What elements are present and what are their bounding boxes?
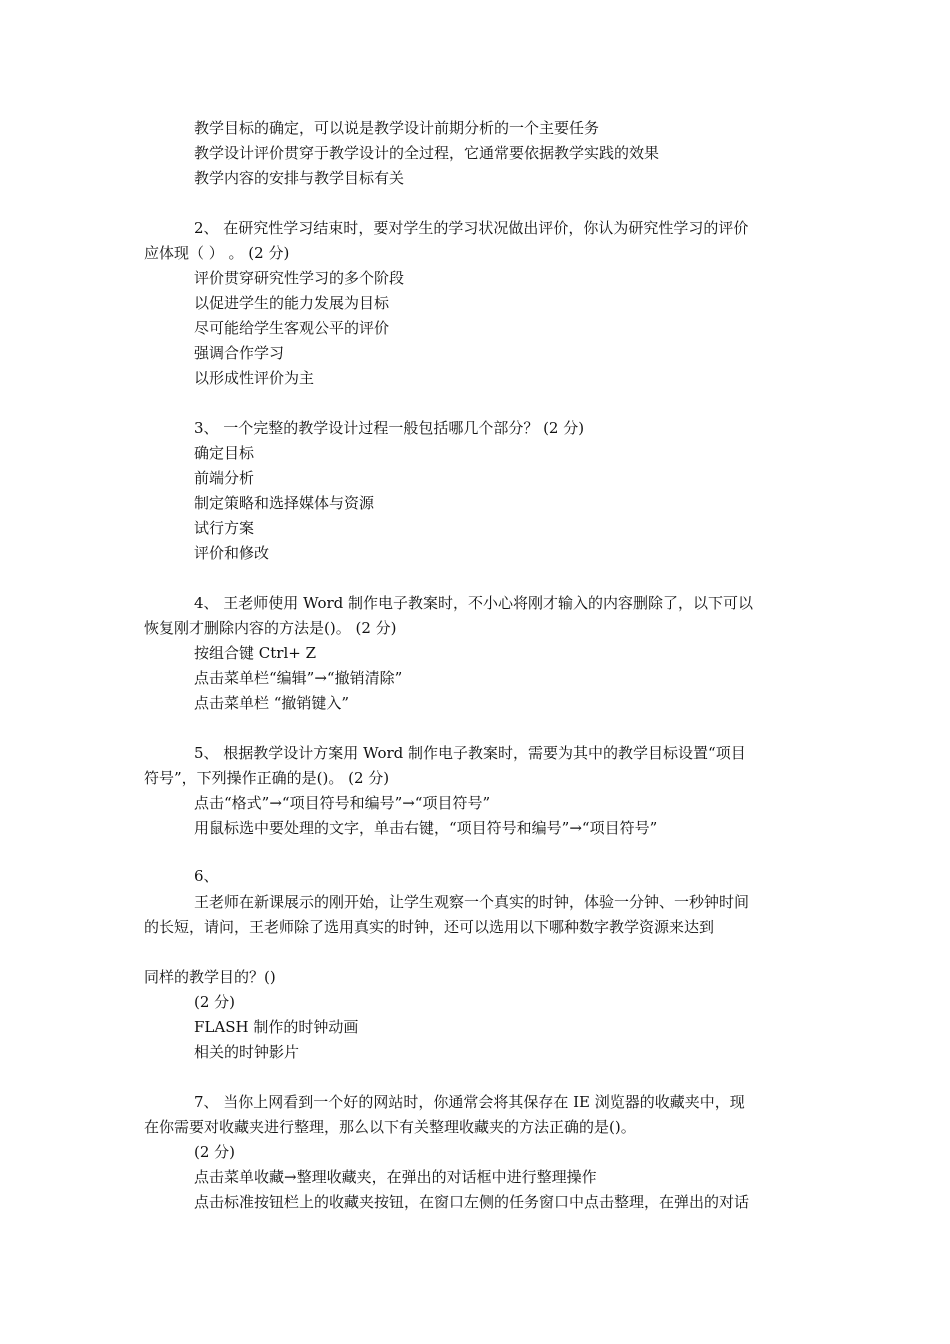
q7-text-line-1: 7、 当你上网看到一个好的网站时，你通常会将其保存在 IE 浏览器的收藏夹中，现 <box>194 1093 745 1111</box>
q2-option-4: 强调合作学习 <box>194 344 285 362</box>
q3-text-line-1: 3、 一个完整的教学设计过程一般包括哪几个部分？ (2 分) <box>194 419 585 437</box>
q5-option-2: 用鼠标选中要处理的文字，单击右键，“项目符号和编号”→“项目符号” <box>194 819 658 837</box>
q7-option-1: 点击菜单收藏→整理收藏夹，在弹出的对话框中进行整理操作 <box>194 1168 597 1186</box>
q3-option-3: 制定策略和选择媒体与资源 <box>194 494 375 512</box>
q6-text-line-2: 的长短，请问，王老师除了选用真实的时钟，还可以选用以下哪种数字教学资源来达到 <box>144 918 715 936</box>
q6-text-line-1: 王老师在新课展示的刚开始，让学生观察一个真实的时钟，体验一分钟、一秒钟时间 <box>194 893 750 911</box>
q4-option-1: 按组合键 Ctrl+ Z <box>194 644 316 662</box>
q5-text-line-1: 5、 根据教学设计方案用 Word 制作电子教案时，需要为其中的教学目标设置“项目 <box>194 744 746 762</box>
q2-option-2: 以促进学生的能力发展为目标 <box>194 294 390 312</box>
q6-number: 6、 <box>194 867 219 885</box>
q7-score: (2 分) <box>194 1143 236 1161</box>
q2-option-1: 评价贯穿研究性学习的多个阶段 <box>194 269 405 287</box>
q2-text-line-2: 应体现（ ） 。 (2 分) <box>144 244 290 262</box>
q6-option-2: 相关的时钟影片 <box>194 1043 300 1061</box>
q6-score: (2 分) <box>194 993 236 1011</box>
q2-option-5: 以形成性评价为主 <box>194 369 315 387</box>
q4-option-2: 点击菜单栏“编辑”→“撤销清除” <box>194 669 403 687</box>
q3-option-1: 确定目标 <box>194 444 255 462</box>
q7-option-2: 点击标准按钮栏上的收藏夹按钮，在窗口左侧的任务窗口中点击整理，在弹出的对话 <box>194 1193 750 1211</box>
q7-text-line-2: 在你需要对收藏夹进行整理，那么以下有关整理收藏夹的方法正确的是()。 <box>144 1118 636 1136</box>
q5-option-1: 点击“格式”→“项目符号和编号”→“项目符号” <box>194 794 491 812</box>
q4-text-line-1: 4、 王老师使用 Word 制作电子教案时，不小心将刚才输入的内容删除了，以下可以 <box>194 594 754 612</box>
q2-text-line-1: 2、 在研究性学习结束时，要对学生的学习状况做出评价，你认为研究性学习的评价 <box>194 219 749 237</box>
q4-option-3: 点击菜单栏 “撤销键入” <box>194 694 350 712</box>
q5-text-line-2: 符号”，下列操作正确的是()。 (2 分) <box>144 769 390 787</box>
q4-text-line-2: 恢复刚才删除内容的方法是()。 (2 分) <box>144 619 397 637</box>
q3-option-2: 前端分析 <box>194 469 255 487</box>
q6-option-1: FLASH 制作的时钟动画 <box>194 1018 359 1036</box>
q3-option-4: 试行方案 <box>194 519 255 537</box>
q3-option-5: 评价和修改 <box>194 544 270 562</box>
q6-text-line-3: 同样的教学目的？() <box>144 968 276 986</box>
q2-option-3: 尽可能给学生客观公平的评价 <box>194 319 390 337</box>
intro-option-1: 教学目标的确定，可以说是教学设计前期分析的一个主要任务 <box>194 119 600 137</box>
intro-option-3: 教学内容的安排与教学目标有关 <box>194 169 405 187</box>
intro-option-2: 教学设计评价贯穿于教学设计的全过程，它通常要依据教学实践的效果 <box>194 144 660 162</box>
